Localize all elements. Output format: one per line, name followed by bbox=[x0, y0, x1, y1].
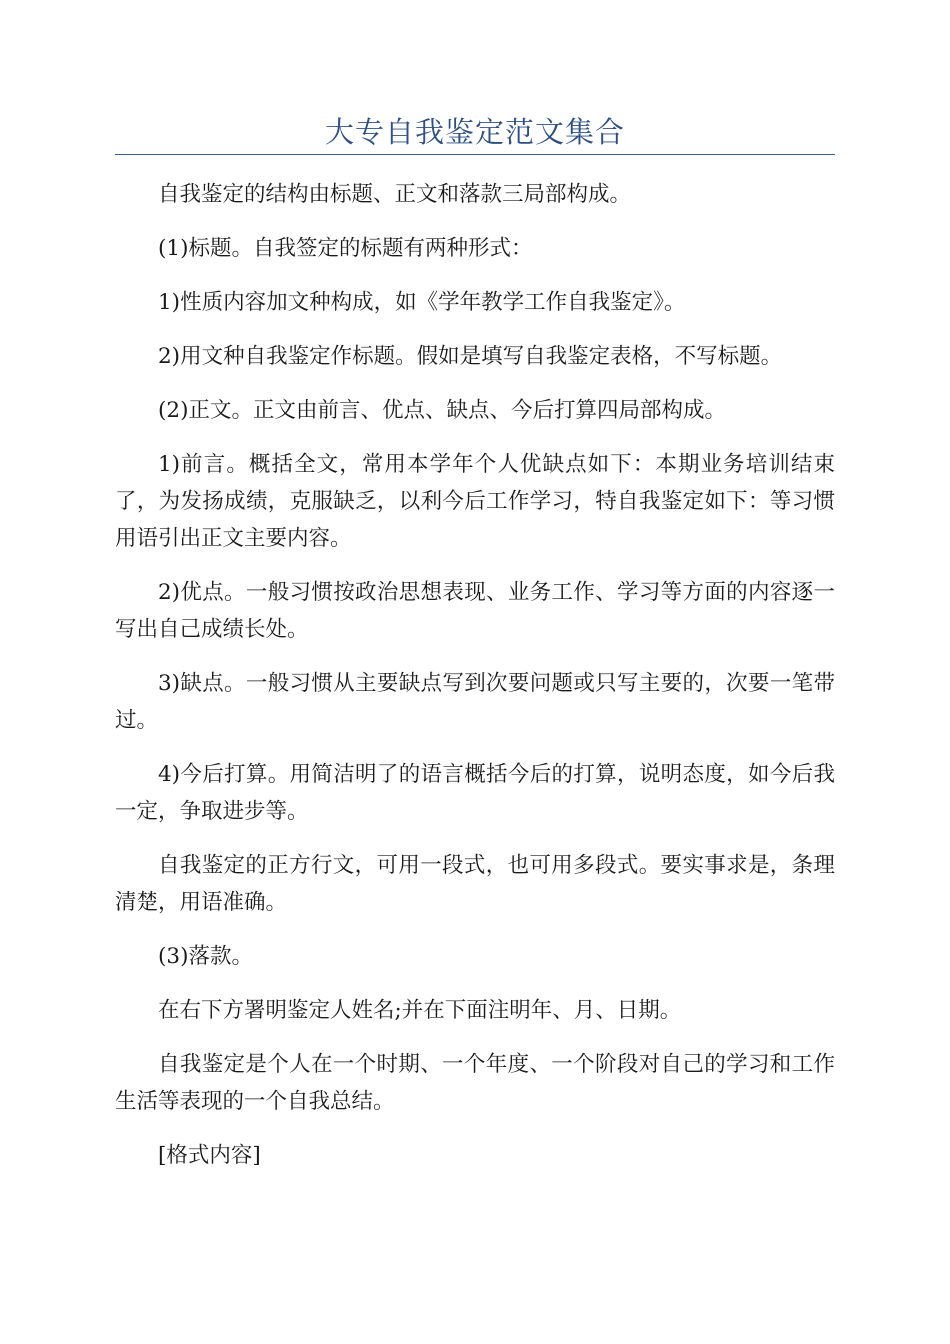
paragraph: 自我鉴定的正方行文，可用一段式，也可用多段式。要实事求是，条理清楚，用语准确。 bbox=[115, 853, 835, 915]
paragraph: 3)缺点。一般习惯从主要缺点写到次要问题或只写主要的，次要一笔带过。 bbox=[115, 671, 835, 733]
paragraph: 1)前言。概括全文，常用本学年个人优缺点如下：本期业务培训结束了，为发扬成绩，克服缺乏，以利今后工作学习，特自我鉴定如下：等习惯用语引出正文主要内容。 bbox=[115, 452, 835, 551]
paragraph: 自我鉴定是个人在一个时期、一个年度、一个阶段对自己的学习和工作生活等表现的一个自我总结。 bbox=[115, 1052, 835, 1114]
paragraph: 2)用文种自我鉴定作标题。假如是填写自我鉴定表格，不写标题。 bbox=[158, 344, 783, 369]
paragraph: (3)落款。 bbox=[158, 944, 253, 969]
paragraph: 自我鉴定的结构由标题、正文和落款三局部构成。 bbox=[158, 182, 632, 207]
paragraph: 4)今后打算。用简洁明了的语言概括今后的打算，说明态度，如今后我一定，争取进步等。 bbox=[115, 762, 835, 824]
paragraph: 1)性质内容加文种构成，如《学年教学工作自我鉴定》。 bbox=[158, 290, 686, 315]
paragraph: (2)正文。正文由前言、优点、缺点、今后打算四局部构成。 bbox=[158, 398, 726, 423]
paragraph: 2)优点。一般习惯按政治思想表现、业务工作、学习等方面的内容逐一写出自己成绩长处。 bbox=[115, 580, 835, 642]
paragraph: [格式内容] bbox=[158, 1143, 261, 1168]
document-title: 大专自我鉴定范文集合 bbox=[324, 115, 625, 149]
paragraph: (1)标题。自我签定的标题有两种形式： bbox=[158, 236, 533, 261]
title-underline bbox=[115, 154, 835, 155]
paragraph: 在右下方署明鉴定人姓名;并在下面注明年、月、日期。 bbox=[158, 998, 682, 1023]
document-body bbox=[115, 176, 835, 1191]
